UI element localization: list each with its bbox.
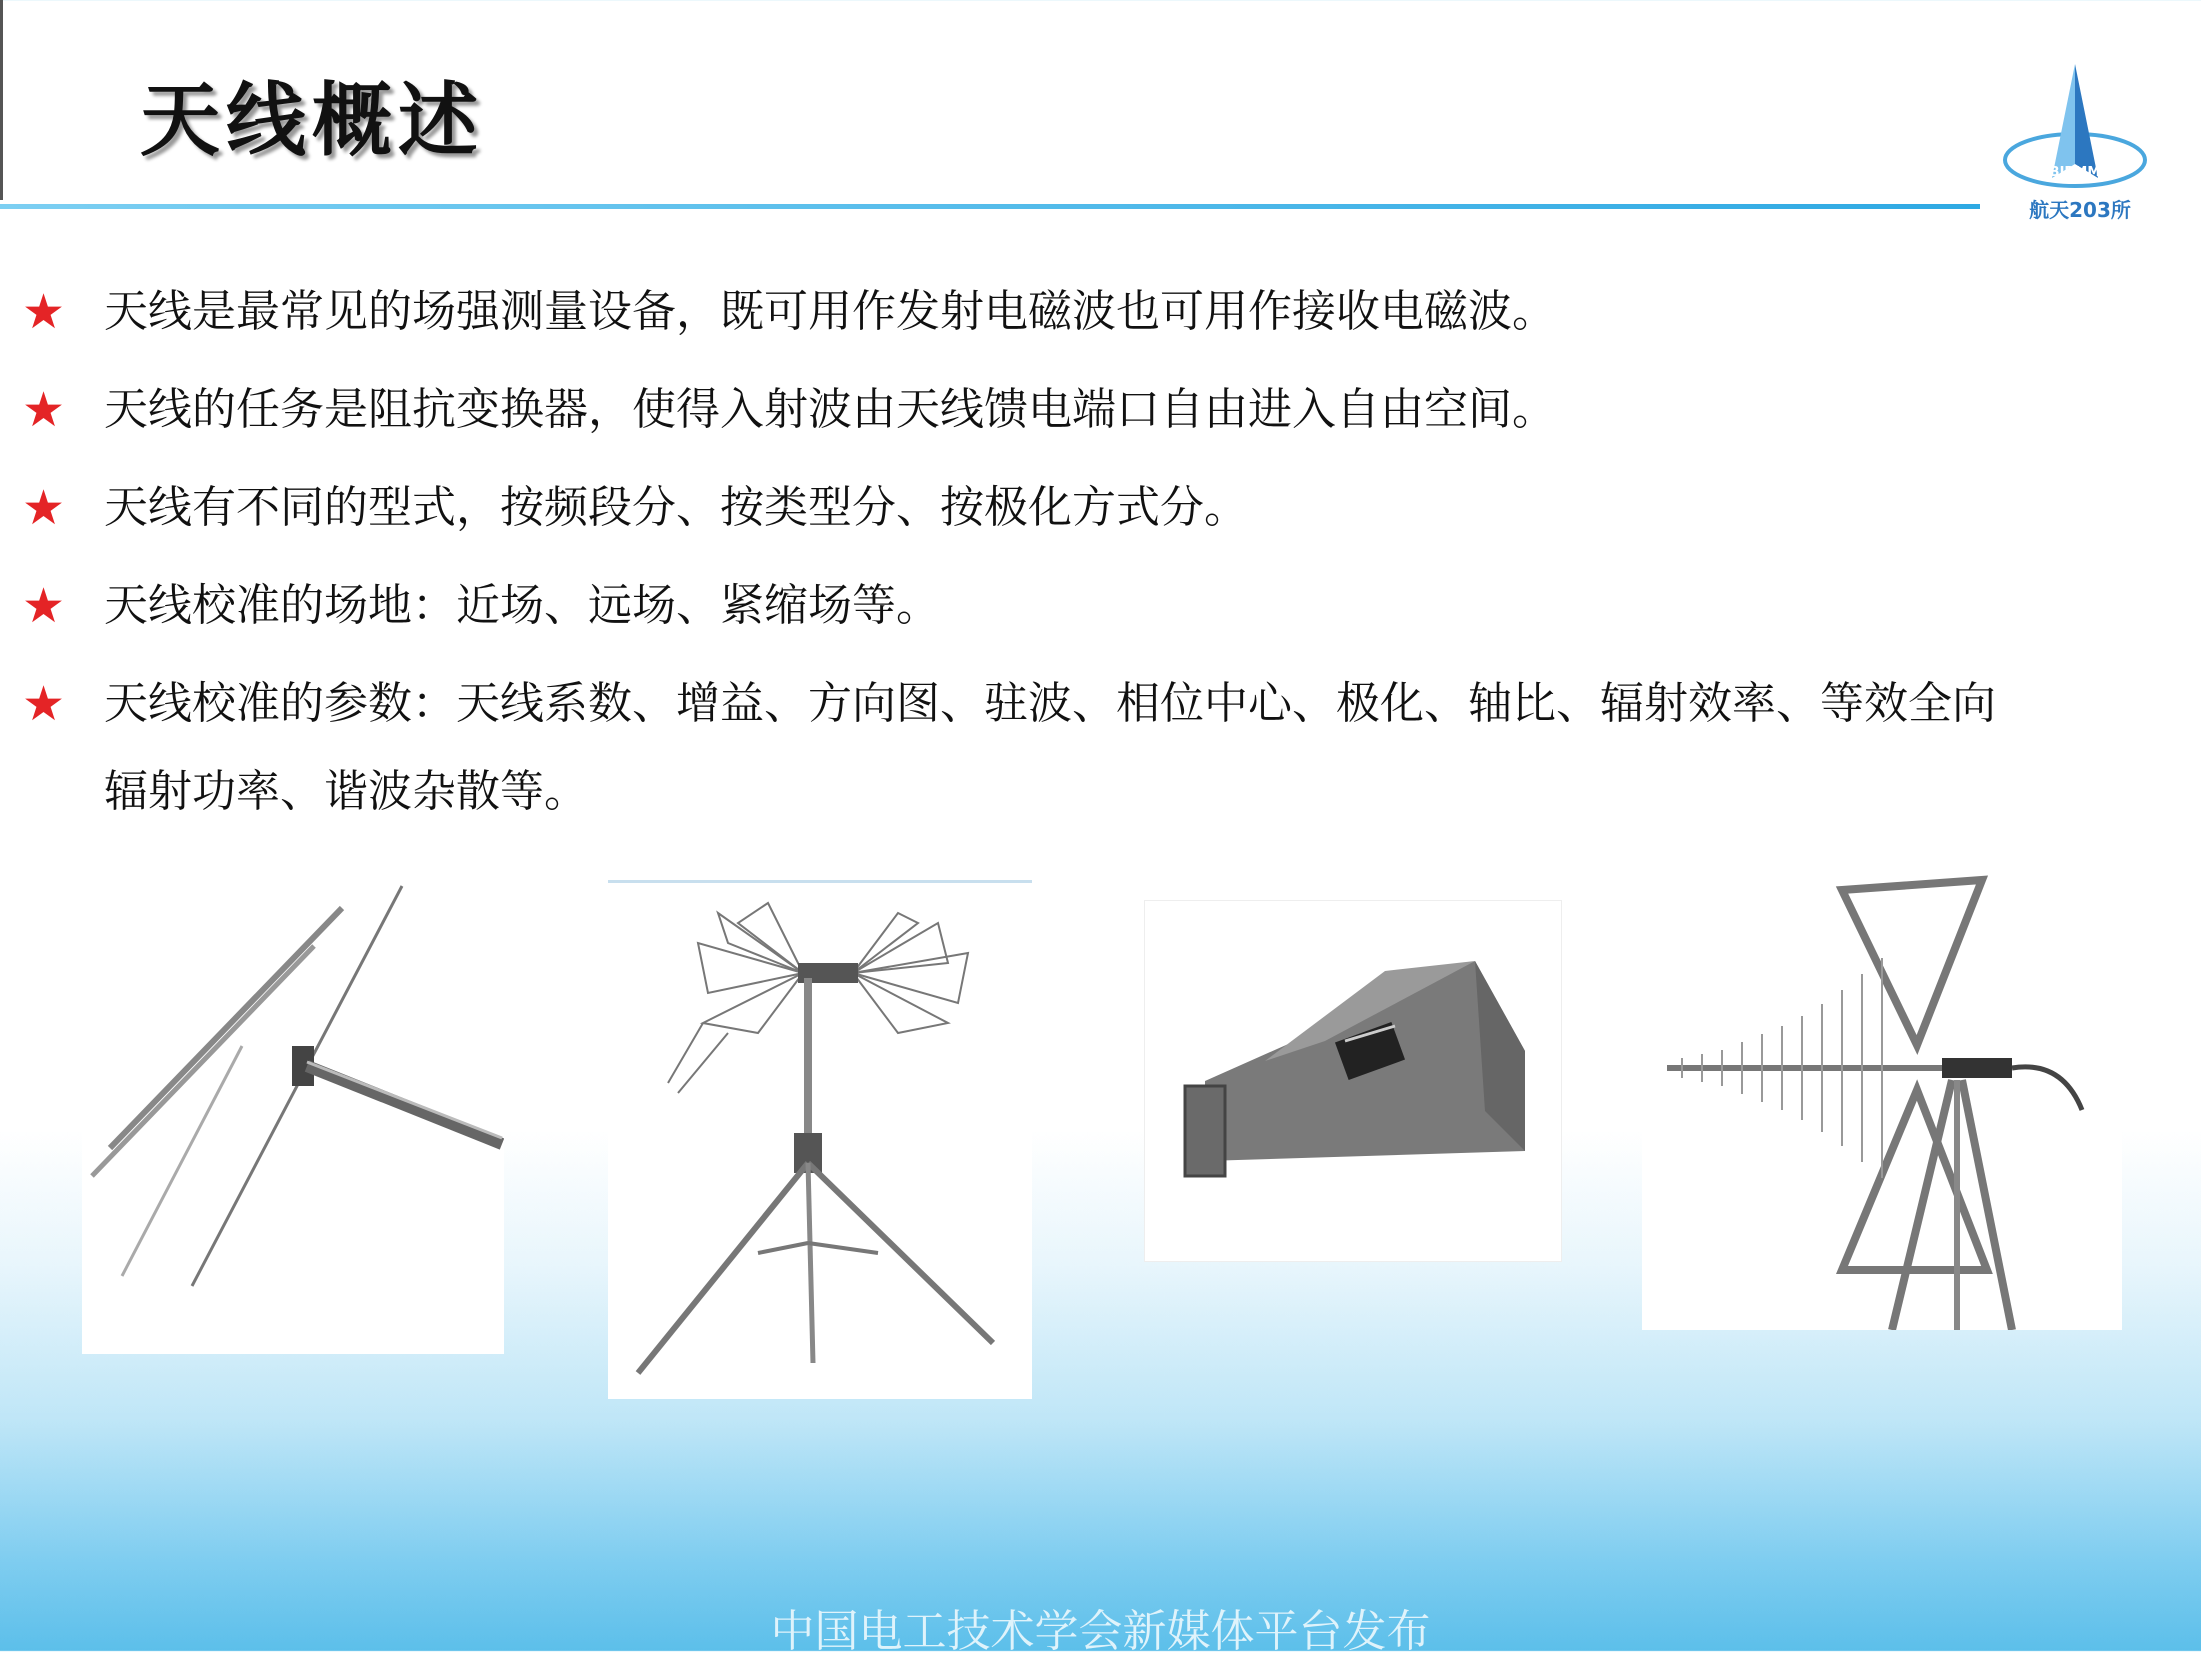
bullet-text: 天线校准的参数：天线系数、增益、方向图、驻波、相位中心、极化、轴比、辐射效率、等效全向辐射功率、谐波杂散等。 — [104, 678, 1996, 817]
star-icon: ★ — [22, 382, 66, 438]
bullet-item — [22, 268, 2022, 356]
star-icon: ★ — [22, 578, 66, 634]
left-border — [0, 0, 3, 200]
bullet-item — [22, 366, 2022, 454]
svg-text:BIRMM: BIRMM — [2049, 165, 2101, 180]
header-divider — [0, 204, 1980, 209]
bullet-item — [22, 660, 2034, 836]
slide-title: 天线概述 — [140, 74, 484, 167]
bullet-text: 天线是最常见的场强测量设备，既可用作发射电磁波也可用作接收电磁波。 — [104, 286, 1556, 337]
horn-antenna-image — [1144, 900, 1562, 1262]
log-periodic-antenna-image — [1642, 870, 2122, 1330]
logo-caption: 航天203所 — [2029, 198, 2131, 222]
star-icon: ★ — [22, 676, 66, 732]
bullet-text: 天线校准的场地：近场、远场、紧缩场等。 — [104, 580, 940, 631]
biconical-antenna-image — [608, 880, 1032, 1399]
bullet-item — [22, 464, 2022, 552]
star-icon: ★ — [22, 480, 66, 536]
dipole-antenna-image — [82, 866, 504, 1354]
bullet-text: 天线有不同的型式，按频段分、按类型分、按极化方式分。 — [104, 482, 1248, 533]
bullet-text: 天线的任务是阻抗变换器，使得入射波由天线馈电端口自由进入自由空间。 — [104, 384, 1556, 435]
bullet-list — [22, 268, 2022, 846]
star-icon: ★ — [22, 284, 66, 340]
footer-watermark: 中国电工技术学会新媒体平台发布 — [770, 1606, 1431, 1657]
bullet-item — [22, 562, 2022, 650]
